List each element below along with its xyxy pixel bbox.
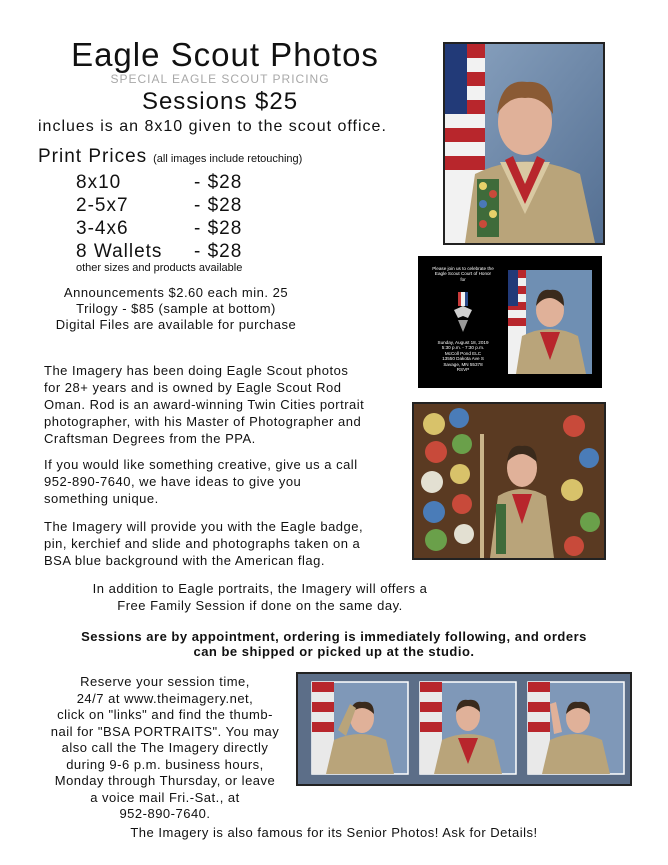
price-value: - $28 xyxy=(194,195,243,216)
sessions-includes: inclues is an 8x10 given to the scout office. xyxy=(38,118,387,135)
other-sizes-note: other sizes and products available xyxy=(76,262,243,274)
text-line: Savage, MN 55378 xyxy=(443,361,483,367)
price-row xyxy=(76,241,242,263)
text-line: photographer, with his Master of Photographer and xyxy=(44,414,362,429)
print-prices-heading xyxy=(38,146,302,168)
text-line: The Imagery will provide you with the Eagle badge, xyxy=(44,519,364,534)
creative-paragraph xyxy=(44,456,404,507)
price-value: - $28 xyxy=(194,241,243,262)
creative-composite-photo xyxy=(412,402,606,560)
text-line: Sessions are by appointment, ordering is immediately following, and orders xyxy=(81,629,587,644)
price-size: 8x10 xyxy=(76,172,122,193)
appointment-note xyxy=(20,629,648,659)
provided-items-paragraph xyxy=(44,518,404,569)
text-line: Eagle Scout Court of Honor xyxy=(434,271,492,277)
text-line: can be shipped or picked up at the studio. xyxy=(193,644,475,659)
retouching-note: (all images include retouching) xyxy=(153,153,303,165)
text-line: Please join us to celebrate the xyxy=(432,266,494,271)
text-line: Oman. Rod is an award-winning Twin Cities portrait xyxy=(44,397,365,412)
text-line: for 28+ years and is owned by Eagle Scout Rod xyxy=(44,380,342,395)
trilogy-price: Trilogy - $85 (sample at bottom) xyxy=(76,301,276,316)
price-size: 3-4x6 xyxy=(76,218,129,239)
scout-portrait-photo xyxy=(443,42,605,245)
invitation-details xyxy=(424,340,502,372)
text-line: nail for "BSA PORTRAITS". You may xyxy=(50,723,280,739)
text-line: click on "links" and find the thumb- xyxy=(57,707,273,722)
trilogy-sample-photo xyxy=(296,672,632,786)
text-line: 952-890-7640, we have ideas to give you xyxy=(44,474,302,489)
text-line: a voice mail Fri.-Sat., at xyxy=(90,789,240,805)
sessions-price: Sessions $25 xyxy=(141,88,299,115)
phone-number: 952-890-7640. xyxy=(119,806,211,821)
price-value: - $28 xyxy=(194,218,243,239)
text-line: RSVP xyxy=(456,367,470,373)
invitation-portrait xyxy=(508,270,592,374)
price-value: - $28 xyxy=(194,172,243,193)
page-title: Eagle Scout Photos xyxy=(71,36,379,73)
text-line: 13550 Dakota Ave S xyxy=(442,356,484,362)
eagle-medal-icon xyxy=(452,292,474,334)
price-row xyxy=(76,195,242,217)
text-line: something unique. xyxy=(44,491,159,506)
website-link-line[interactable]: 24/7 at www.theimagery.net, xyxy=(76,690,254,706)
text-line: Monday through Thursday, or leave xyxy=(54,773,276,788)
print-prices-label: Print Prices xyxy=(38,146,148,167)
text-line: pin, kerchief and slide and photographs taken on a xyxy=(44,536,361,551)
text-line: In addition to Eagle portraits, the Imagery will offers a xyxy=(92,581,428,596)
text-line: 5:30 p.m. - 7:30 p.m. xyxy=(441,345,485,351)
text-line: If you would like something creative, give us a call xyxy=(44,457,358,472)
text-line: Free Family Session if done on the same day. xyxy=(117,598,403,613)
text-line: during 9-6 p.m. business hours, xyxy=(66,756,264,772)
announcements-price: Announcements $2.60 each min. 25 xyxy=(63,285,289,300)
price-row xyxy=(76,172,242,194)
family-session-paragraph xyxy=(40,580,480,614)
text-line: Craftsman Degrees from the PPA. xyxy=(44,431,256,446)
reserve-paragraph xyxy=(20,674,310,823)
price-row xyxy=(76,218,242,240)
trilogy-frame-2 xyxy=(420,682,516,774)
price-size: 8 Wallets xyxy=(76,241,163,262)
text-line: Sunday, August 18, 2019 xyxy=(437,340,489,345)
text-line: for xyxy=(460,276,466,282)
price-size: 2-5x7 xyxy=(76,195,129,216)
text-line: also call the The Imagery directly xyxy=(61,740,269,755)
digital-files-note: Digital Files are available for purchase xyxy=(55,317,297,332)
invitation-text xyxy=(424,266,502,282)
trilogy-frame-1 xyxy=(312,682,408,774)
text-line: Reserve your session time, xyxy=(80,674,250,689)
court-of-honor-invitation xyxy=(418,256,602,388)
pricing-subtitle: SPECIAL EAGLE SCOUT PRICING xyxy=(110,72,330,86)
senior-photos-footer: The Imagery is also famous for its Senior Photos! Ask for Details! xyxy=(130,825,538,840)
text-line: The Imagery has been doing Eagle Scout photos xyxy=(44,363,349,378)
trilogy-frame-3 xyxy=(528,682,624,774)
text-line: BSA blue background with the American flag. xyxy=(44,553,325,568)
text-line: McColl Pond ELC xyxy=(444,350,482,356)
about-paragraph xyxy=(44,362,404,447)
